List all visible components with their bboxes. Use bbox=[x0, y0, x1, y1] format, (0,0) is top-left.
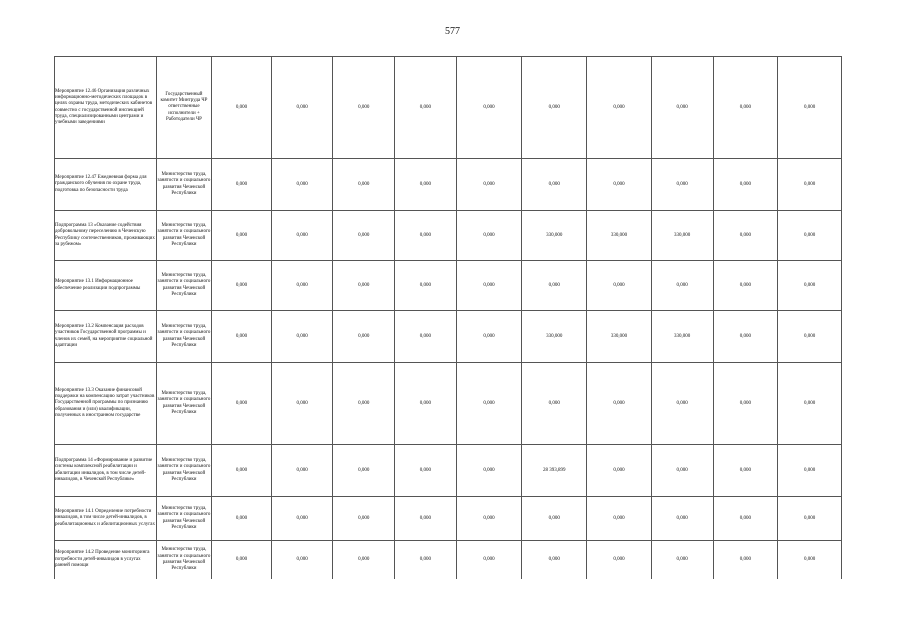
row-value-cell: 0,000 bbox=[456, 57, 522, 159]
row-responsible: Министерство труда, занятости и социального развития Чеченской Республики bbox=[156, 211, 211, 261]
row-value-cell: 0,000 bbox=[456, 261, 522, 311]
row-value-cell: 0,000 bbox=[212, 159, 272, 211]
row-value-cell: 0,000 bbox=[333, 497, 395, 541]
row-value-cell: 0,000 bbox=[395, 311, 457, 363]
row-value-cell: 0,000 bbox=[713, 261, 778, 311]
row-responsible: Министерство труда, занятости и социального развития Чеченской Республики bbox=[156, 541, 211, 579]
row-responsible: Министерство труда, занятости и социального развития Чеченской Республики bbox=[156, 363, 211, 445]
row-value-cell: 330,000 bbox=[651, 311, 713, 363]
row-value-cell: 0,000 bbox=[395, 261, 457, 311]
row-value-cell: 0,000 bbox=[587, 445, 652, 497]
row-value-cell: 0,000 bbox=[212, 363, 272, 445]
row-value-cell: 0,000 bbox=[456, 541, 522, 579]
row-value-cell: 0,000 bbox=[778, 57, 842, 159]
row-value-cell: 0,000 bbox=[333, 541, 395, 579]
row-responsible: Министерство труда, занятости и социального развития Чеченской Республики bbox=[156, 159, 211, 211]
row-value-cell: 0,000 bbox=[651, 363, 713, 445]
row-value-cell: 0,000 bbox=[333, 311, 395, 363]
row-value-cell: 0,000 bbox=[651, 57, 713, 159]
row-description: Мероприятие 13.2 Компенсация расходов участников Государственной программы и членов их семей, на мероприятие социальной адаптации bbox=[55, 311, 157, 363]
row-responsible: Министерство труда, занятости и социального развития Чеченской Республики bbox=[156, 261, 211, 311]
row-value-cell: 0,000 bbox=[713, 497, 778, 541]
table-row bbox=[55, 311, 842, 363]
row-value-cell: 0,000 bbox=[778, 541, 842, 579]
row-value-cell: 0,000 bbox=[587, 159, 652, 211]
table-row bbox=[55, 211, 842, 261]
row-value-cell: 0,000 bbox=[778, 497, 842, 541]
row-value-cell: 0,000 bbox=[271, 541, 333, 579]
table-row bbox=[55, 541, 842, 579]
budget-table bbox=[54, 56, 842, 579]
row-value-cell: 330,000 bbox=[587, 211, 652, 261]
table-row bbox=[55, 159, 842, 211]
row-value-cell: 0,000 bbox=[456, 445, 522, 497]
row-value-cell: 0,000 bbox=[271, 311, 333, 363]
row-value-cell: 0,000 bbox=[778, 261, 842, 311]
table-row bbox=[55, 57, 842, 159]
row-description: Мероприятие 12.47 Ежедневная форма для гражданского обучения по охране труда, подготовка по безопасности труда bbox=[55, 159, 157, 211]
row-value-cell: 0,000 bbox=[587, 261, 652, 311]
row-value-cell: 0,000 bbox=[271, 261, 333, 311]
row-value-cell: 0,000 bbox=[333, 261, 395, 311]
row-value-cell: 0,000 bbox=[212, 311, 272, 363]
row-value-cell: 0,000 bbox=[271, 445, 333, 497]
row-value-cell: 0,000 bbox=[395, 57, 457, 159]
row-value-cell: 0,000 bbox=[333, 57, 395, 159]
row-value-cell: 0,000 bbox=[713, 57, 778, 159]
row-value-cell: 330,000 bbox=[522, 311, 587, 363]
row-value-cell: 0,000 bbox=[522, 541, 587, 579]
table-row bbox=[55, 261, 842, 311]
row-value-cell: 0,000 bbox=[212, 211, 272, 261]
row-description: Мероприятие 14.1 Определение потребности инвалидов, в том числе детей-инвалидов, в реабилитационных и абилитационных услугах bbox=[55, 497, 157, 541]
row-value-cell: 0,000 bbox=[713, 211, 778, 261]
row-value-cell: 0,000 bbox=[778, 211, 842, 261]
row-value-cell: 0,000 bbox=[651, 159, 713, 211]
row-value-cell: 0,000 bbox=[456, 159, 522, 211]
row-value-cell: 0,000 bbox=[271, 57, 333, 159]
row-value-cell: 0,000 bbox=[212, 57, 272, 159]
row-value-cell: 0,000 bbox=[212, 497, 272, 541]
table-row bbox=[55, 497, 842, 541]
table-row bbox=[55, 445, 842, 497]
row-value-cell: 0,000 bbox=[395, 445, 457, 497]
row-value-cell: 0,000 bbox=[522, 159, 587, 211]
row-value-cell: 330,000 bbox=[522, 211, 587, 261]
row-description: Мероприятие 13.1 Информационное обеспечение реализации подпрограммы bbox=[55, 261, 157, 311]
row-value-cell: 0,000 bbox=[522, 261, 587, 311]
row-value-cell: 0,000 bbox=[333, 363, 395, 445]
row-value-cell: 0,000 bbox=[651, 497, 713, 541]
row-value-cell: 0,000 bbox=[587, 497, 652, 541]
page-number: 577 bbox=[445, 26, 460, 37]
row-value-cell: 0,000 bbox=[522, 57, 587, 159]
row-responsible: Министерство труда, занятости и социального развития Чеченской Республики bbox=[156, 311, 211, 363]
row-value-cell: 0,000 bbox=[587, 541, 652, 579]
row-value-cell: 0,000 bbox=[587, 57, 652, 159]
row-value-cell: 0,000 bbox=[271, 497, 333, 541]
row-description: Мероприятие 12.46 Организация различных информационно-методических площадок в целях охраны труда, методических кабинетов совместно с государственной инспекцией труда, специализированными центрами и учебными заведениями bbox=[55, 57, 157, 159]
row-value-cell: 0,000 bbox=[333, 211, 395, 261]
row-value-cell: 330,000 bbox=[651, 211, 713, 261]
row-value-cell: 0,000 bbox=[333, 445, 395, 497]
row-value-cell: 0,000 bbox=[778, 363, 842, 445]
row-value-cell: 0,000 bbox=[456, 211, 522, 261]
row-value-cell: 0,000 bbox=[333, 159, 395, 211]
row-value-cell: 0,000 bbox=[456, 363, 522, 445]
row-description: Подпрограмма 14 «Формирование и развитие системы комплексной реабилитации и абилитации инвалидов, в том числе детей-инвалидов, в Чеченской Республике» bbox=[55, 445, 157, 497]
row-description: Мероприятие 14.2 Проведение мониторинга потребности детей-инвалидов в услугах ранней помощи bbox=[55, 541, 157, 579]
row-value-cell: 0,000 bbox=[456, 311, 522, 363]
row-value-cell: 0,000 bbox=[212, 261, 272, 311]
row-value-cell: 0,000 bbox=[395, 497, 457, 541]
row-value-cell: 0,000 bbox=[778, 445, 842, 497]
table-row bbox=[55, 363, 842, 445]
row-value-cell: 0,000 bbox=[456, 497, 522, 541]
row-value-cell: 0,000 bbox=[271, 211, 333, 261]
row-responsible: Министерство труда, занятости и социального развития Чеченской Республики bbox=[156, 497, 211, 541]
row-responsible: Министерство труда, занятости и социального развития Чеченской Республики bbox=[156, 445, 211, 497]
row-value-cell: 0,000 bbox=[713, 159, 778, 211]
row-value-cell: 0,000 bbox=[212, 541, 272, 579]
row-value-cell: 0,000 bbox=[713, 311, 778, 363]
row-value-cell: 28 393,899 bbox=[522, 445, 587, 497]
row-value-cell: 0,000 bbox=[651, 445, 713, 497]
row-value-cell: 0,000 bbox=[587, 363, 652, 445]
row-value-cell: 0,000 bbox=[778, 311, 842, 363]
row-value-cell: 0,000 bbox=[395, 159, 457, 211]
row-value-cell: 0,000 bbox=[395, 363, 457, 445]
row-value-cell: 0,000 bbox=[651, 541, 713, 579]
row-value-cell: 0,000 bbox=[713, 445, 778, 497]
row-value-cell: 0,000 bbox=[651, 261, 713, 311]
row-value-cell: 0,000 bbox=[271, 363, 333, 445]
row-description: Подпрограмма 13 «Оказание содействия добровольному переселению в Чеченскую Республику соотечественников, проживающих за рубежом» bbox=[55, 211, 157, 261]
row-value-cell: 0,000 bbox=[522, 497, 587, 541]
row-value-cell: 0,000 bbox=[778, 159, 842, 211]
row-value-cell: 330,000 bbox=[587, 311, 652, 363]
row-value-cell: 0,000 bbox=[271, 159, 333, 211]
row-value-cell: 0,000 bbox=[713, 363, 778, 445]
row-value-cell: 0,000 bbox=[395, 211, 457, 261]
row-description: Мероприятие 13.3 Оказание финансовой поддержки на компенсацию затрат участников Государственной программы по признанию образования и (или) квалификации, полученных в иностранном государстве bbox=[55, 363, 157, 445]
row-value-cell: 0,000 bbox=[395, 541, 457, 579]
row-value-cell: 0,000 bbox=[713, 541, 778, 579]
row-responsible: Государственный комитет Минтруда ЧР ответственные исполнители + Работодатели ЧР bbox=[156, 57, 211, 159]
row-value-cell: 0,000 bbox=[212, 445, 272, 497]
row-value-cell: 0,000 bbox=[522, 363, 587, 445]
